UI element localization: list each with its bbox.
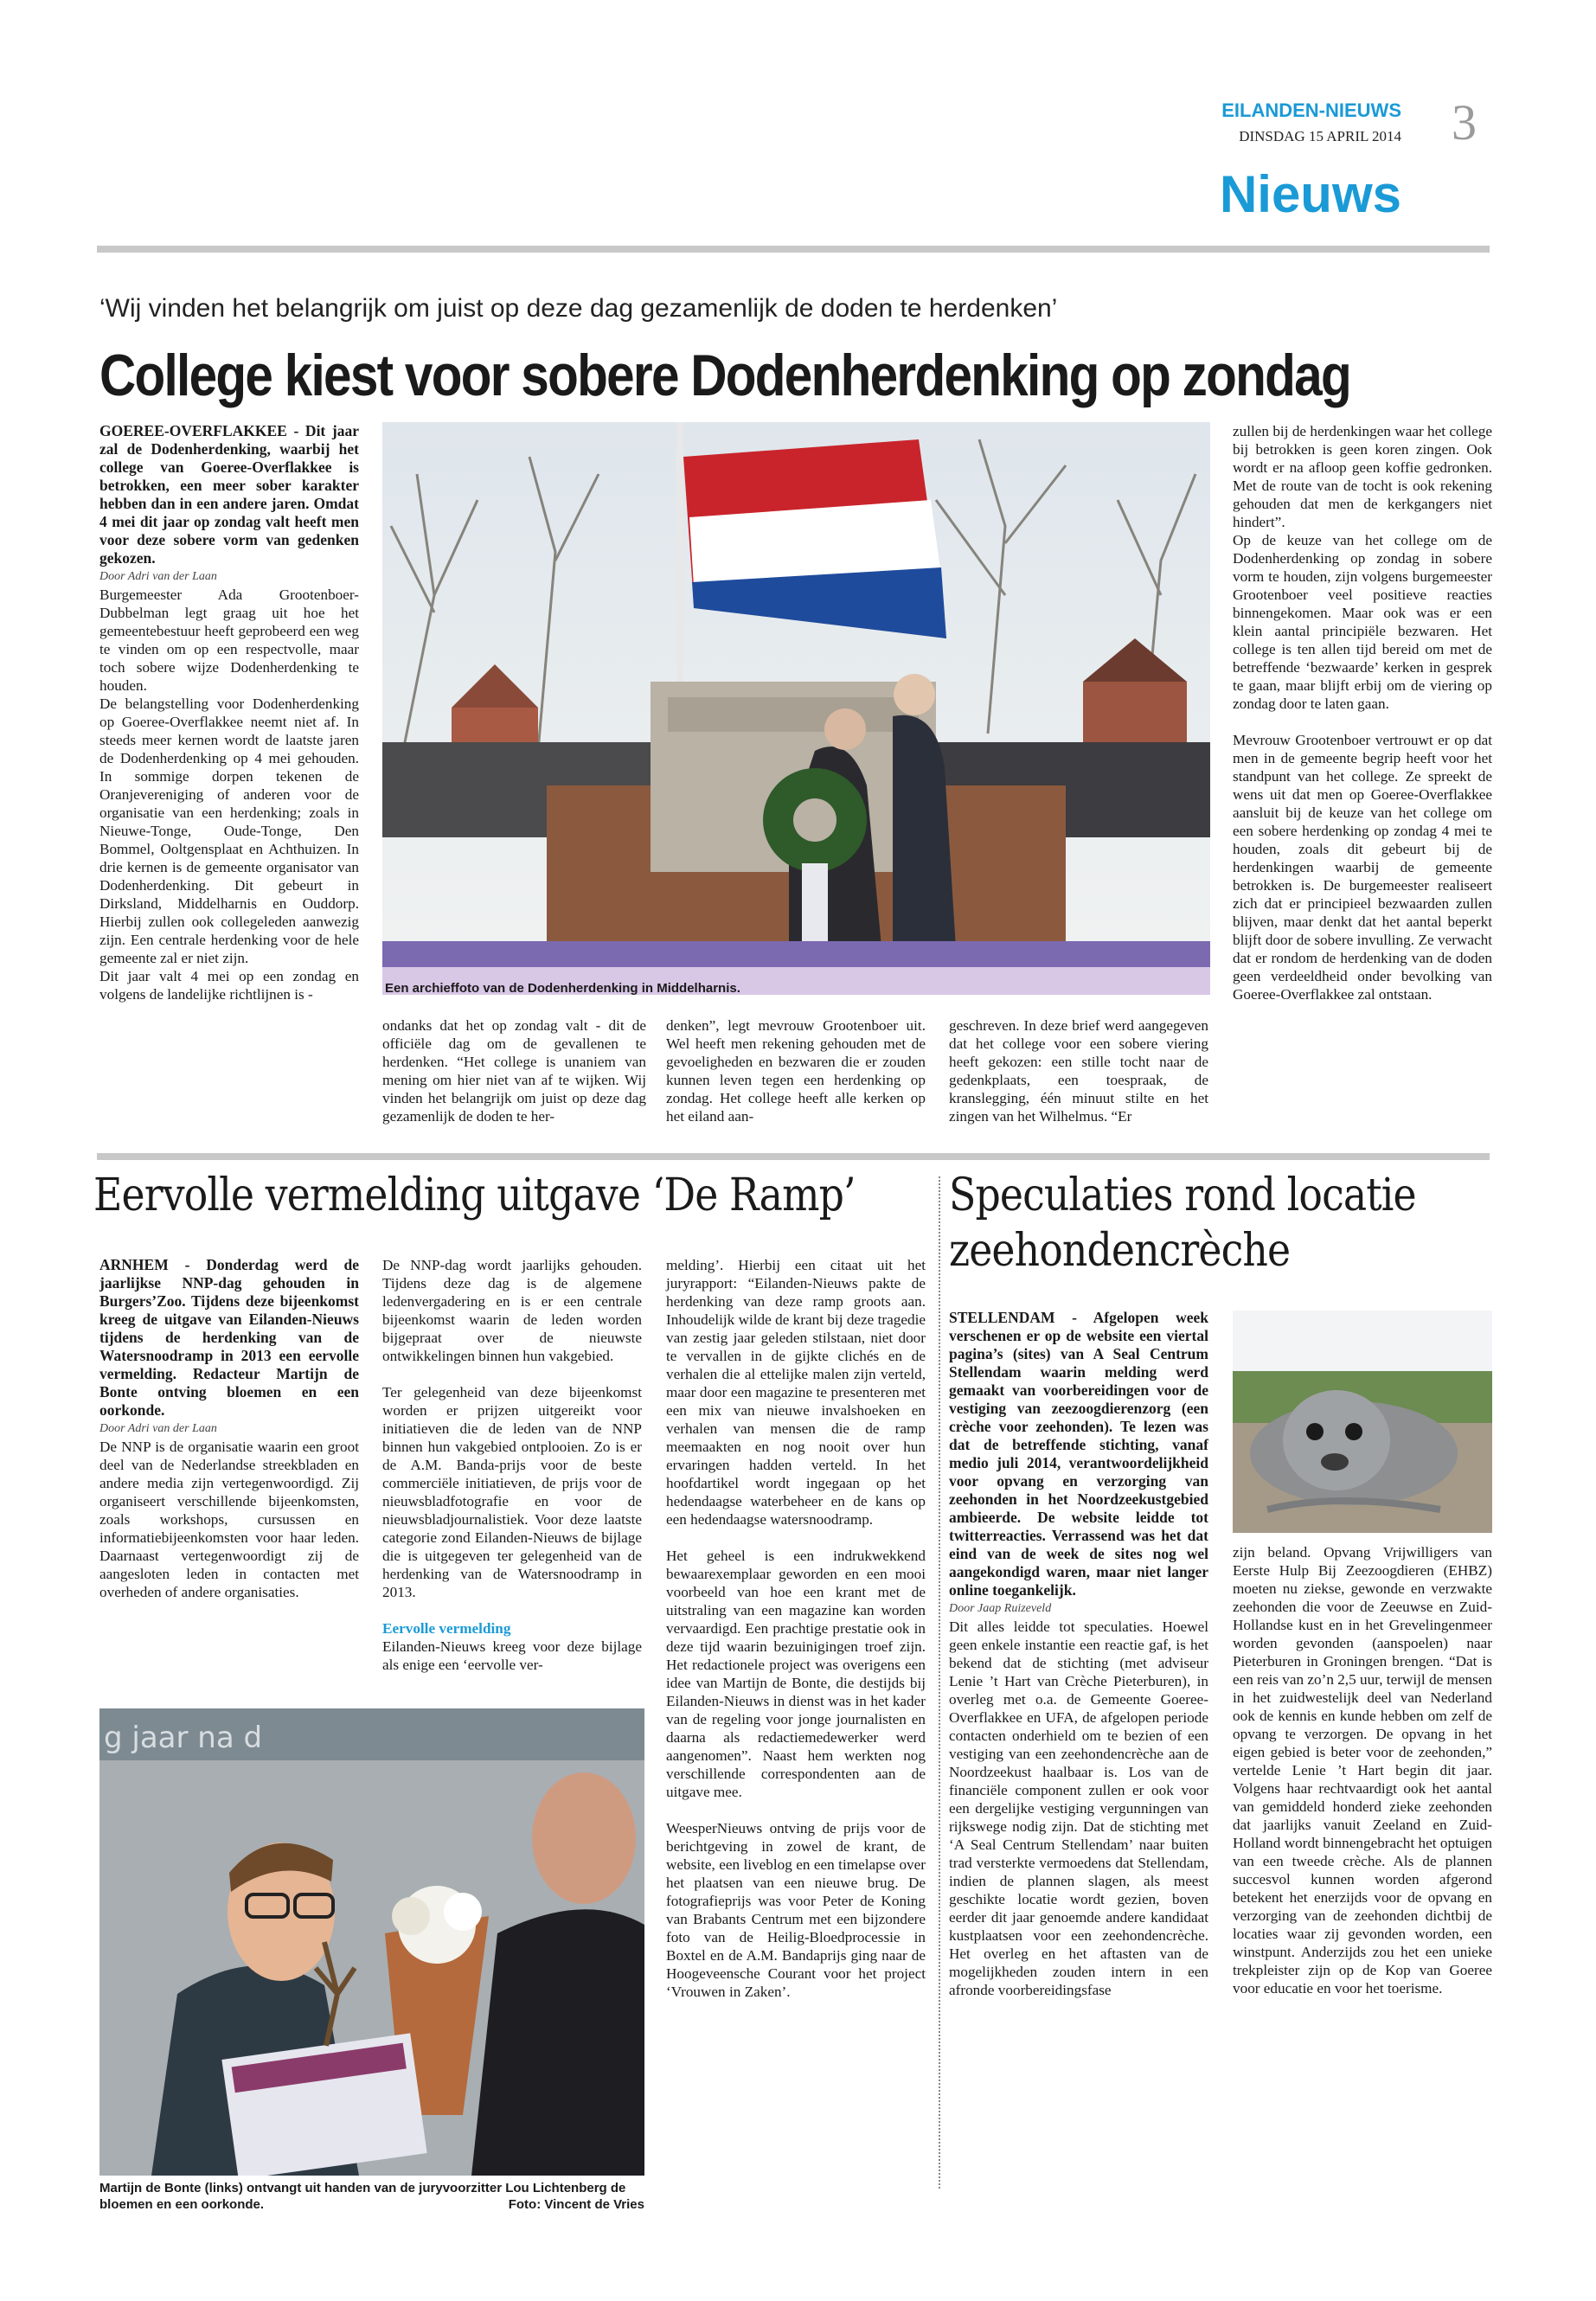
column-separator [939,1176,940,2189]
article2-column-1 [99,1256,359,1601]
article3-headline-line-1: Speculaties rond locatie [949,1170,1416,1221]
article2-headline: Eervolle vermelding uitgave ‘De Ramp’ [93,1170,856,1221]
issue-date: DINSDAG 15 APRIL 2014 [1239,128,1401,144]
article2-byline: Door Adri van der Laan [99,1422,217,1435]
masthead-logo: EILANDEN-NIEUWS [1221,99,1401,121]
article3-column-1 [949,1309,1208,1999]
article1-column-3: denken”, legt mevrouw Grootenboer uit. Wel heeft men rekening gehouden met de gevoeligheden en bezwaren die er zouden kunnen leven tegen een herdenking op zondag. Het college heeft alle kerken op het eiland aan- [666,1017,926,1125]
article2-column-3 [666,1256,926,2001]
award-photo-illustration [99,1708,644,2176]
article1-paragraph: Burgemeester Ada Grootenboer-Dubbelman legt graag uit hoe het gemeentebestuur heeft geprobeerd een weg te vinden om op een respectvolle, maar toch sobere wijze Dodenherdenking te houden. [99,586,359,694]
article2-paragraph: WeesperNieuws ontving de prijs voor de berichtgeving in zowel de krant, de website, een liveblog en een timelapse over het plaatsen van een nieuwe brug. De fotografieprijs was voor Peter de Koning van Brabants Centrum met een bijzondere foto van de Heilig-Bloedprocessie in Boxtel en de A.M. Bandaprijs ging naar de Hoogeveensche Courant voor het project ‘Vrouwen in Zaken’. [666,1820,926,2000]
article3-column-2: zijn beland. Opvang Vrijwilligers van Eerste Hulp Bij Zeezoogdieren (EHBZ) moeten nu ziekse, gewonde en verzwakte zeehonden die voor de Zeeuwse en Zuid-Hollandse kust en in het Grevelingenmeer worden gevonden (aanspoelen) naar Pieterburen in Groningen brengen. “Dat is een reis van zo’n 2,5 uur, terwijl de mensen in het zuidwestelijk deel van Nederland ook de kennis en kunde hebben om zelf de opvang te verzorgen. De opvang in het eigen gebied is beter voor de zeehonden,” vertelde Lenie ’t Hart begin dit jaar. Volgens haar rechtvaardigt ook het aantal van gemiddeld honderd zieke zeehonden dat jaarlijks vanuit Zeeland en Zuid-Holland wordt binnengebracht het optuigen van een tweede crèche. Als de plannen succesvol kunnen worden afgerond betekent het enerzijds voor de opvang en verzorging van de zeehonden dichtbij de locaties waar zij gevonden worden, een winstpunt. Anderzijds zou het een unieke trekpleister zijn op de Kop van Goeree voor educatie en voor het toerisme. [1233,1544,1492,1997]
article2-paragraph: Ter gelegenheid van deze bijeenkomst worden er prijzen uitgereikt voor initiatieven die de leden van de NNP binnen hun vakgebied ontplooien. Zo is er de A.M. Banda-prijs voor de beste commerciële initiatieven, de prijs voor de nieuwsbladfotografie en voor de nieuwsbladjournalistiek. Voor deze laatste categorie zond Eilanden-Nieuws de bijlage die is uitgegeven ter gelegenheid van de herdenking van de Watersnoodramp in 2013. [382,1384,642,1600]
page-number: 3 [1452,94,1477,151]
memorial-photo-illustration [382,422,1210,995]
article2-photo [99,1708,644,2176]
article1-photo-caption: Een archieffoto van de Dodenherdenking in Middelharnis. [385,981,740,996]
article2-photo-caption [99,2180,644,2213]
article1-column-1 [99,422,359,1003]
article1-photo [382,422,1210,995]
article3-lead: STELLENDAM - Afgelopen week verschenen er op de website een viertal pagina’s (sites) van A Seal Centrum Stellendam waarin melding werd gemaakt van voorbereidingen voor de vestiging van zeezoogdierenzorg (een crèche voor zeehonden). Te lezen was dat de betreffende stichting, vanaf medio juli 2014, verantwoordelijkheid voor opvang en verzorging van zeehonden in het Noordzeekustgebied ambieerde. De website leidde tot twitterreacties. Verrassend was het dat eind van de week de sites nog wel aangekondigd waren, maar niet langer online toegankelijk. [949,1309,1208,1599]
article2-caption-text: Martijn de Bonte (links) ontvangt uit handen van de juryvoorzitter Lou Lichtenberg de bloemen en een oorkonde. [99,2181,626,2212]
article1-column-2: ondanks dat het op zondag valt - dit de officiële dag om de gevallenen te herdenken. “Het college is unaniem van mening om hier niet van af te wijken. Wij vinden het belangrijk om juist op deze dag gezamenlijk de doden te her- [382,1017,646,1125]
article2-paragraph: De NNP is de organisatie waarin een groot deel van de Nederlandse streekbladen en andere media zijn vertegenwoordigd. Zij organiseert verschillende bijeenkomsten, zoals workshops, cursussen en informatiebijeenkomsten voor haar leden. Daarnaast vertegenwoordigt zij de aangesloten leden in contacten met overheden of andere organisaties. [99,1439,359,1600]
article1-paragraph: Dit jaar valt 4 mei op een zondag en volgens de landelijke richtlijnen is - [99,968,359,1003]
article2-column-2 [382,1256,642,1674]
article1-headline: College kiest voor sobere Dodenherdenking op zondag [99,343,1350,408]
article2-paragraph: Het geheel is een indrukwekkend bewaarexemplaar geworden en een mooi voorbeeld van hoe een krant met de uitstraling van een magazine kan worden vervaardigd. Een prachtige prestatie ook in deze tijd waarin bezuinigingen troef zijn. Het redactionele project was overigens een idee van Martijn de Bonte, die destijds bij Eilanden-Nieuws in dienst was in het kader van de regeling voor jonge journalisten en daarna als redactiemedewerker werd aangenomen”. Naast hem werkten nog verschillende correspondenten aan de uitgave mee. [666,1548,926,1800]
article3-photo [1233,1311,1492,1533]
article1-lead: GOEREE-OVERFLAKKEE - Dit jaar zal de Dodenherdenking, waarbij het college van Goeree-Overflakkee is betrokken, een meer sober karakter hebben dan in een andere jaren. Omdat 4 mei dit jaar op zondag valt heeft men voor deze sobere vorm van gedenken gekozen. [99,422,359,567]
article1-paragraph: zullen bij de herdenkingen waar het college bij betrokken is geen koren zingen. Ook wordt er na afloop geen koffie gedronken. Met de route van de tocht is ook rekening gehouden dat men de kerkgangers niet hindert”. [1233,423,1492,530]
article3-headline-line-2: zeehondencrèche [949,1225,1291,1277]
article1-paragraph: Mevrouw Grootenboer vertrouwt er op dat men in de gemeente begrip heeft voor het standpunt van het college. Ze spreekt de wens uit dat men op Goeree-Overflakkee aansluit bij de keuze van het college om een sobere herdenking op zondag 4 mei te houden, zoals dit gebeurt bij de herdenkingen waarbij de gemeente betrokken is. De burgemeester realiseert zich dat er principieel bezwaarden zullen blijven, maar denkt dat het aantal beperkt blijft door de sobere invulling. Ze verwacht dat er rondom de herdenking van de doden geen verdeeldheid onder bevolking van Goeree-Overflakkee zal ontstaan. [1233,732,1492,1003]
article1-paragraph: Op de keuze van het college om de Dodenherdenking op zondag in sobere vorm te houden, zijn volgens burgemeester Grootenboer veel positieve reacties binnengekomen. Maar ook was er een klein aantal principiële bezwaren. Het college is ten allen tijd bereid om met de betreffende ‘bezwaarde’ kerken in gesprek te gaan, maar blijft erbij om de viering op zondag door te laten gaan. [1233,532,1492,712]
article1-byline: Door Adri van der Laan [99,570,217,583]
article2-paragraph: Eilanden-Nieuws kreeg voor deze bijlage als enige een ‘eervolle ver- [382,1638,642,1673]
article2-paragraph: De NNP-dag wordt jaarlijks gehouden. Tijdens deze dag is de algemene ledenvergadering en is er een centrale bijeenkomst waarin de leden worden bijgepraat over de nieuwste ontwikkelingen binnen hun vakgebied. [382,1257,642,1364]
article1-paragraph: De belangstelling voor Dodenherdenking op Goeree-Overflakkee neemt niet af. In steeds meer kernen wordt de laatste jaren de Dodenherdenking op 4 mei gehouden. In sommige dorpen tekenen de Oranjevereniging of anderen voor de organisatie van een herdenking; zoals in Nieuwe-Tonge, Oude-Tonge, Den Bommel, Ooltgensplaat en Achthuizen. In drie kernen is de gemeente organisator van Dodenherdenking. Dit gebeurt in Dirksland, Middelharnis en Ouddorp. Hierbij zullen ook collegeleden aanwezig zijn. Een centrale herdenking voor de hele gemeente zal er niet zijn. [99,695,359,966]
header-rule [97,246,1490,253]
section-title: Nieuws [1219,165,1401,223]
article3-byline: Door Jaap Ruizeveld [949,1602,1052,1615]
article2-subhead: Eervolle vermelding [382,1620,511,1637]
article1-column-4: geschreven. In deze brief werd aangegeven dat het college voor een sobere viering heeft gekozen: een stille tocht naar de gedenkplaats, een toespraak, de kranslegging, één minuut stilte en het zingen van het Wilhelmus. “Er [949,1017,1208,1125]
article1-column-5 [1233,422,1492,1003]
seal-photo-illustration [1233,1311,1492,1533]
article2-paragraph: melding’. Hierbij een citaat uit het juryrapport: “Eilanden-Nieuws pakte de herdenking van deze ramp groots aan. Inhoudelijk wilde de krant bij deze tragedie van zestig jaar geleden stilstaan, niet door te vervallen in de gijkte clichés en de verhalen die al ettelijke malen zijn verteld, maar door een magazine te presenteren met een mix van nieuwe invalshoeken en verhalen van mensen die de ramp meemaakten en nog nooit over hun ervaringen hadden verteld. In het hoofdartikel wordt ingegaan op het hedendaagse waterbeheer en de kans op een hedendaagse watersnoodramp. [666,1257,926,1528]
article1-kicker: ‘Wij vinden het belangrijk om juist op deze dag gezamenlijk de doden te herdenken’ [99,294,1058,323]
section-rule [97,1153,1490,1160]
article3-paragraph: Dit alles leidde tot speculaties. Hoewel geen enkele instantie een reactie gaf, is het bekend dat de stichting (met adviseur Lenie ’t Hart van Crèche Pieterburen), in overleg met o.a. de Gemeente Goeree-Overflakkee en UFA, de afgelopen periode contacten onderhield om te bezien of een vestiging van een zeehondencrèche aan de Noordzeekust haalbaar is. Los van de financiële component zullen er ook voor een dergelijke vestiging vergunningen van rijkswege nodig zijn. Dat de stichting met ‘A Seal Centrum Stellendam’ naar buiten trad versterkte vermoedens dat Stellendam, indien de plannen slagen, als meest geschikte locatie wordt gezien, boven eerder dit jaar genoemde andere kandidaat kustplaatsen voor een zeehondencrèche. Het overleg en het aftasten van de mogelijkheden zouden intern in een afronde voorbereidingsfase [949,1618,1208,1998]
article2-photo-credit: Foto: Vincent de Vries [508,2197,644,2212]
article2-lead: ARNHEM - Donderdag werd de jaarlijkse NNP-dag gehouden in Burgers’Zoo. Tijdens deze bijeenkomst kreeg de uitgave van Eilanden-Nieuws tijdens de herdenking van de Watersnoodramp in 2013 een eervolle vermelding. Redacteur Martijn de Bonte ontving bloemen en een oorkonde. [99,1256,359,1419]
banner-text: g jaar na d [104,1721,263,1755]
